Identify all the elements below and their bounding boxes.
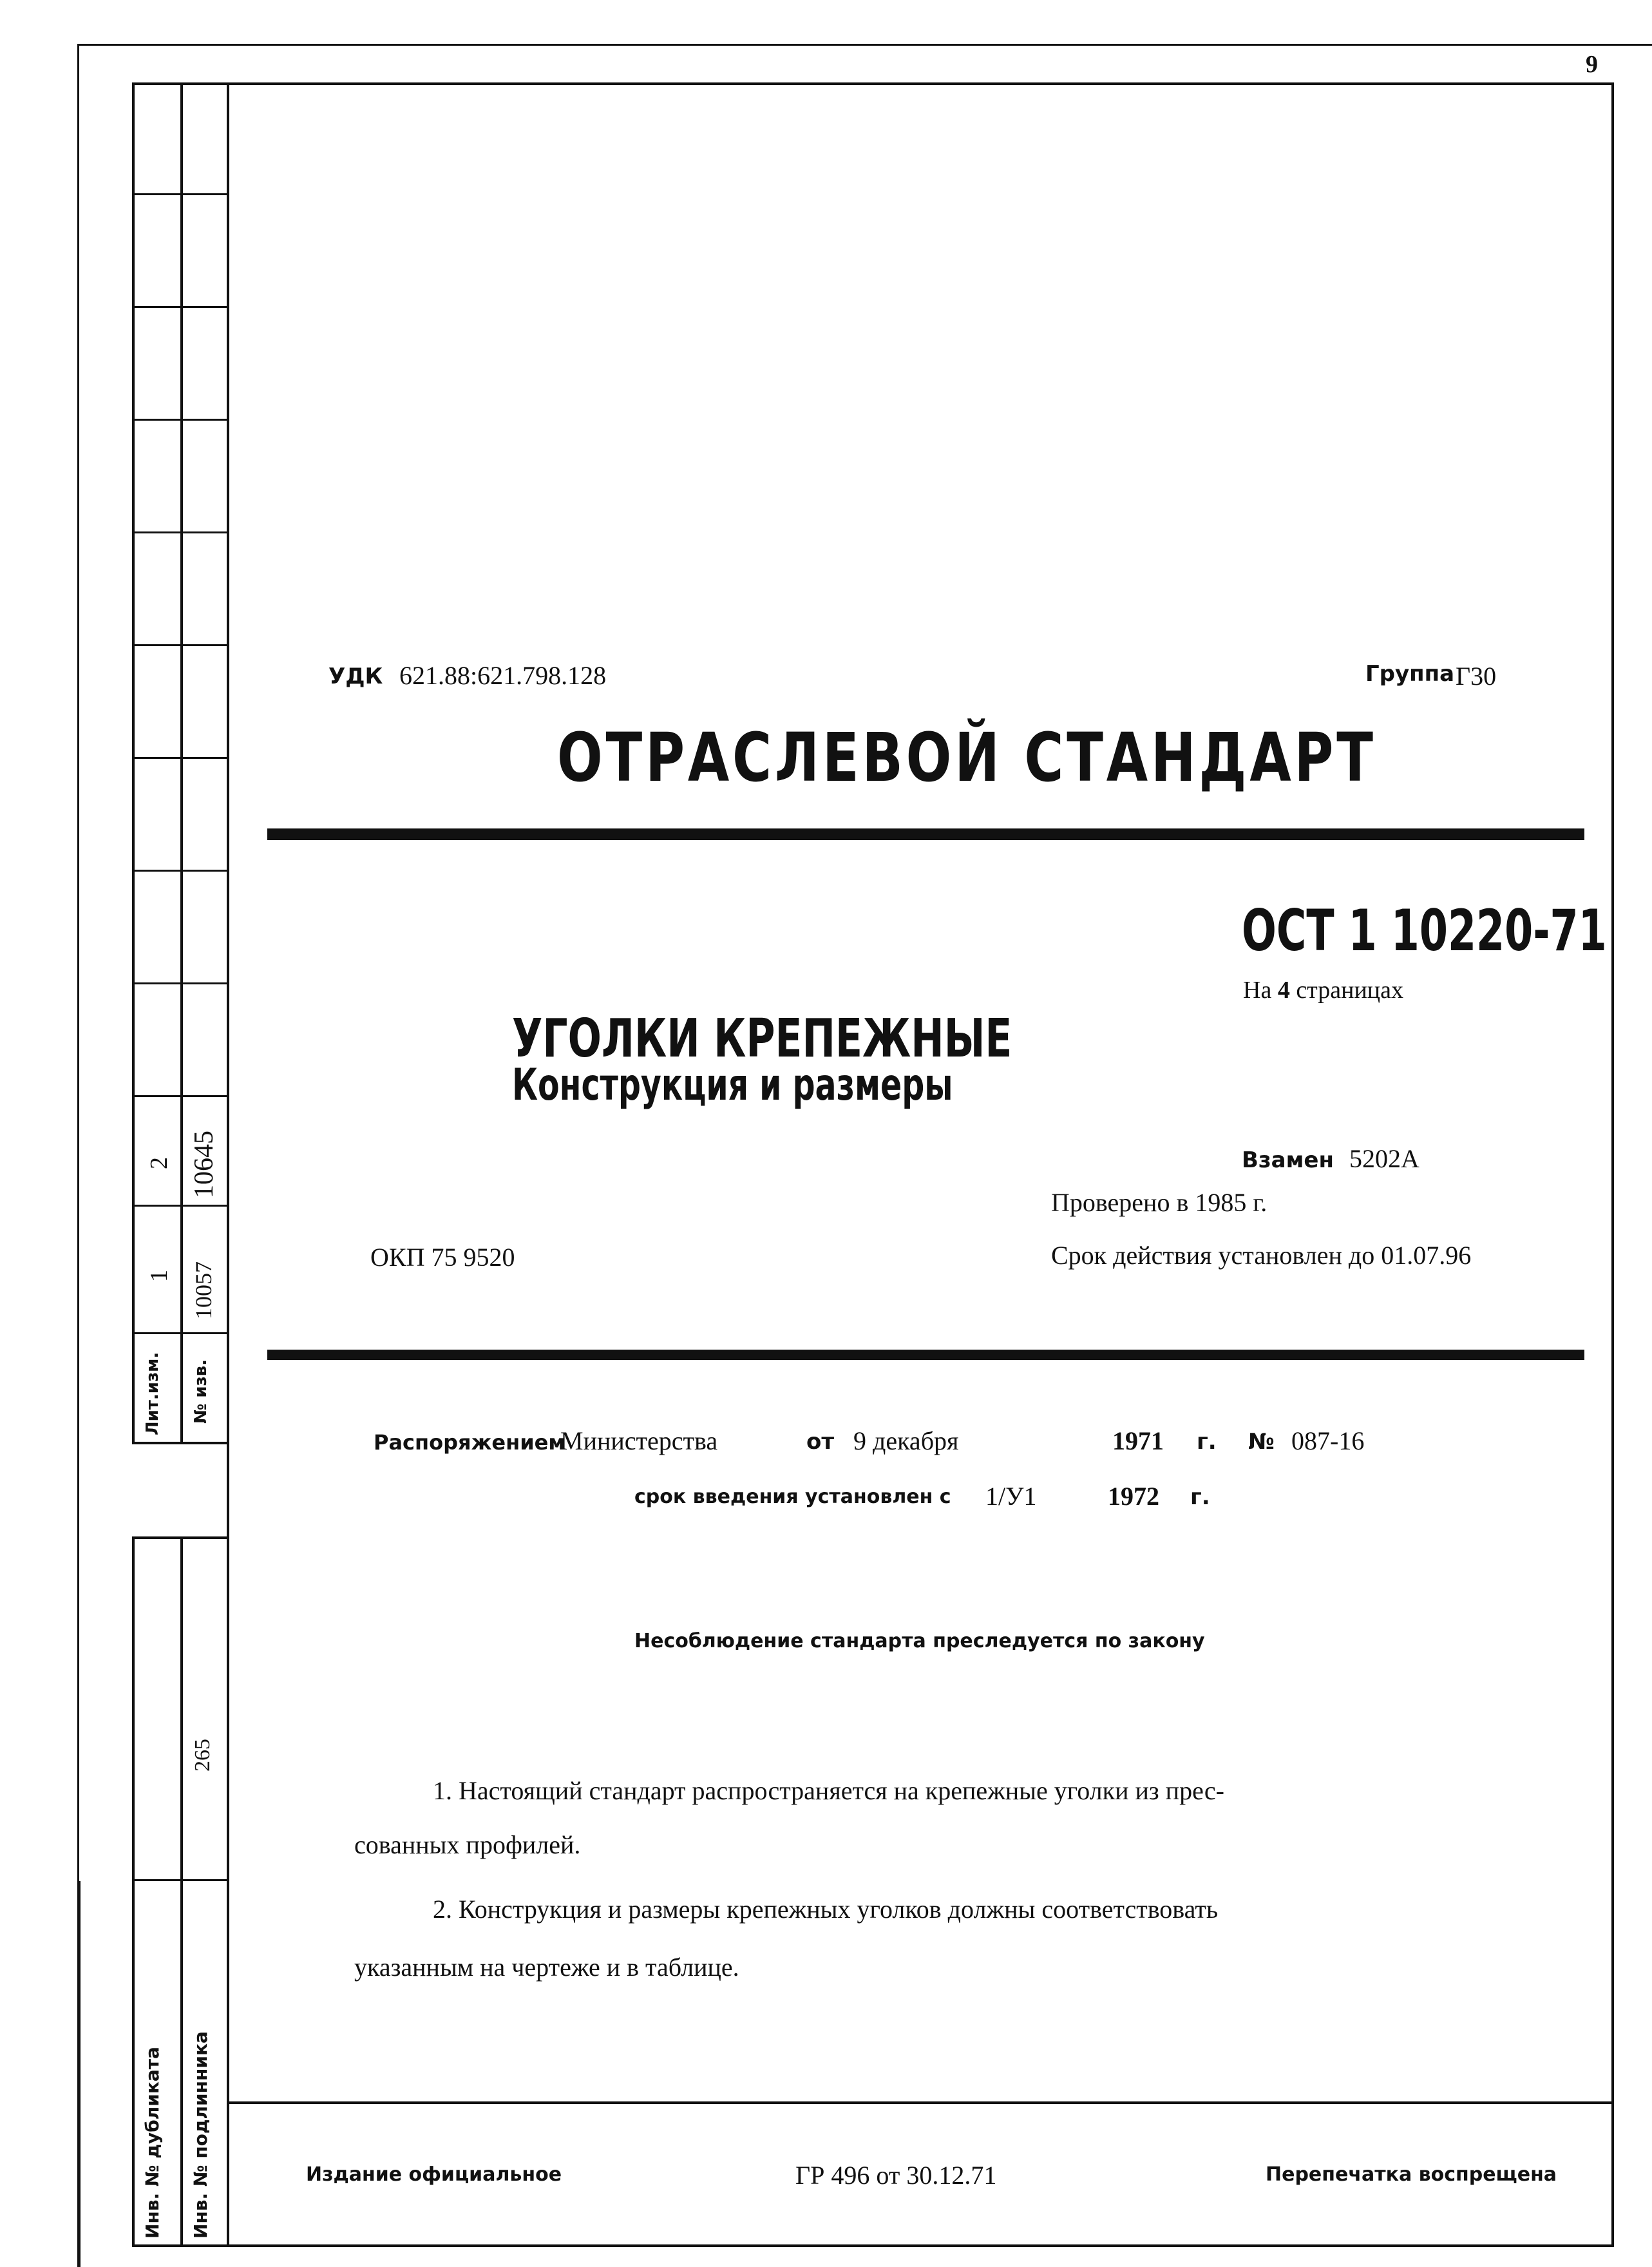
side-top	[132, 82, 409, 85]
order-ministry: Министерства	[560, 1426, 718, 1455]
podl-number: 265	[191, 1739, 214, 1772]
lit-izm-label: Лит.изм.	[143, 1352, 162, 1435]
standard-number-wrap	[1242, 897, 1652, 964]
standard-subtitle-wrap	[512, 1060, 1125, 1111]
order-number-label: №	[1248, 1429, 1275, 1455]
intro-date: 1/У1	[985, 1482, 1037, 1511]
side-lower-top	[132, 1536, 229, 1539]
side-col-mid	[180, 84, 183, 1444]
footer-registration: ГР 496 от 30.12.71	[795, 2161, 997, 2190]
side-lower-left	[132, 1536, 135, 2247]
page-number: 9	[1586, 51, 1598, 78]
margin-mark	[77, 1881, 81, 2267]
paragraph-2-line-1: 2. Конструкция и размеры крепежных уголков должны соответствовать	[433, 1895, 1219, 1924]
document-title: ОТРАСЛЕВОЙ СТАНДАРТ	[557, 718, 1376, 797]
side-row	[132, 757, 229, 759]
side-row	[132, 193, 229, 195]
okp-code: ОКП 75 9520	[370, 1243, 515, 1272]
validity-period: Срок действия установлен до 01.07.96	[1051, 1241, 1472, 1270]
podl-label: Инв. № подлинника	[190, 2031, 211, 2239]
side-row	[132, 1442, 229, 1444]
paragraph-1-line-1: 1. Настоящий стандарт распространяется на крепежные уголки из прес-	[433, 1776, 1224, 1805]
side-col-right	[227, 84, 229, 2247]
group-label: Группа	[1365, 661, 1455, 687]
group-value: Г30	[1456, 662, 1497, 691]
replaces-label: Взамен	[1242, 1147, 1334, 1173]
footer-divider	[229, 2101, 1614, 2104]
inner-top-border	[409, 82, 1613, 85]
lit-1: 1	[146, 1270, 173, 1282]
side-row	[132, 982, 229, 984]
replaces-value: 5202А	[1349, 1144, 1419, 1173]
side-lower-mid	[180, 1536, 183, 2247]
side-row	[132, 1205, 229, 1207]
side-row	[132, 870, 229, 872]
intro-suffix: г.	[1190, 1484, 1210, 1510]
paragraph-1-line-2: сованных профилей.	[354, 1830, 581, 1859]
standard-name: УГОЛКИ КРЕПЕЖНЫЕ	[512, 1008, 1012, 1069]
side-row	[132, 1095, 229, 1097]
footer-edition: Издание официальное	[306, 2163, 562, 2186]
inner-bottom-border	[132, 2244, 1614, 2247]
top-border	[77, 44, 1652, 46]
udk-label: УДК	[328, 664, 383, 689]
paragraph-2-line-2: указанным на чертеже и в таблице.	[354, 1953, 739, 1982]
intro-label: срок введения установлен с	[634, 1486, 951, 1508]
thick-rule-top	[267, 828, 1584, 840]
order-year-suffix: г.	[1197, 1429, 1217, 1455]
document-title-wrap	[557, 718, 1581, 797]
side-col-left	[132, 84, 135, 1444]
dubl-label: Инв. № дубликата	[142, 2047, 163, 2239]
inner-right-border	[1611, 82, 1614, 2247]
order-number: 087-16	[1291, 1426, 1365, 1455]
order-label: Распоряжением	[374, 1430, 565, 1455]
side-row	[132, 531, 229, 533]
replaces-line	[1242, 1143, 1419, 1174]
intro-year: 1972	[1108, 1482, 1159, 1511]
thick-rule-bottom	[267, 1350, 1584, 1360]
checked-year: Проверено в 1985 г.	[1051, 1188, 1267, 1217]
order-year: 1971	[1112, 1426, 1164, 1455]
side-lower-row	[132, 1879, 229, 1881]
footer-reprint-note: Перепечатка воспрещена	[1266, 2163, 1557, 2186]
pages-count: 4	[1277, 977, 1290, 1004]
pages-prefix: На	[1243, 977, 1272, 1004]
lit-2: 2	[146, 1157, 173, 1169]
standard-number: ОСТ 1 10220-71	[1242, 897, 1607, 964]
izv-2: 10645	[189, 1131, 219, 1198]
order-date: 9 декабря	[853, 1426, 959, 1455]
side-row	[132, 1332, 229, 1334]
side-row	[132, 306, 229, 308]
standard-subtitle: Конструкция и размеры	[512, 1060, 953, 1111]
order-date-prefix: от	[806, 1429, 835, 1455]
pages-suffix: страницах	[1296, 977, 1403, 1004]
pages-info	[1243, 976, 1403, 1004]
udk-value: 621.88:621.798.128	[399, 661, 607, 690]
izv-label: № изв.	[191, 1359, 211, 1424]
side-row	[132, 644, 229, 646]
izv-1: 10057	[191, 1261, 216, 1319]
legal-warning: Несоблюдение стандарта преследуется по закону	[634, 1630, 1205, 1652]
side-row	[132, 419, 229, 421]
